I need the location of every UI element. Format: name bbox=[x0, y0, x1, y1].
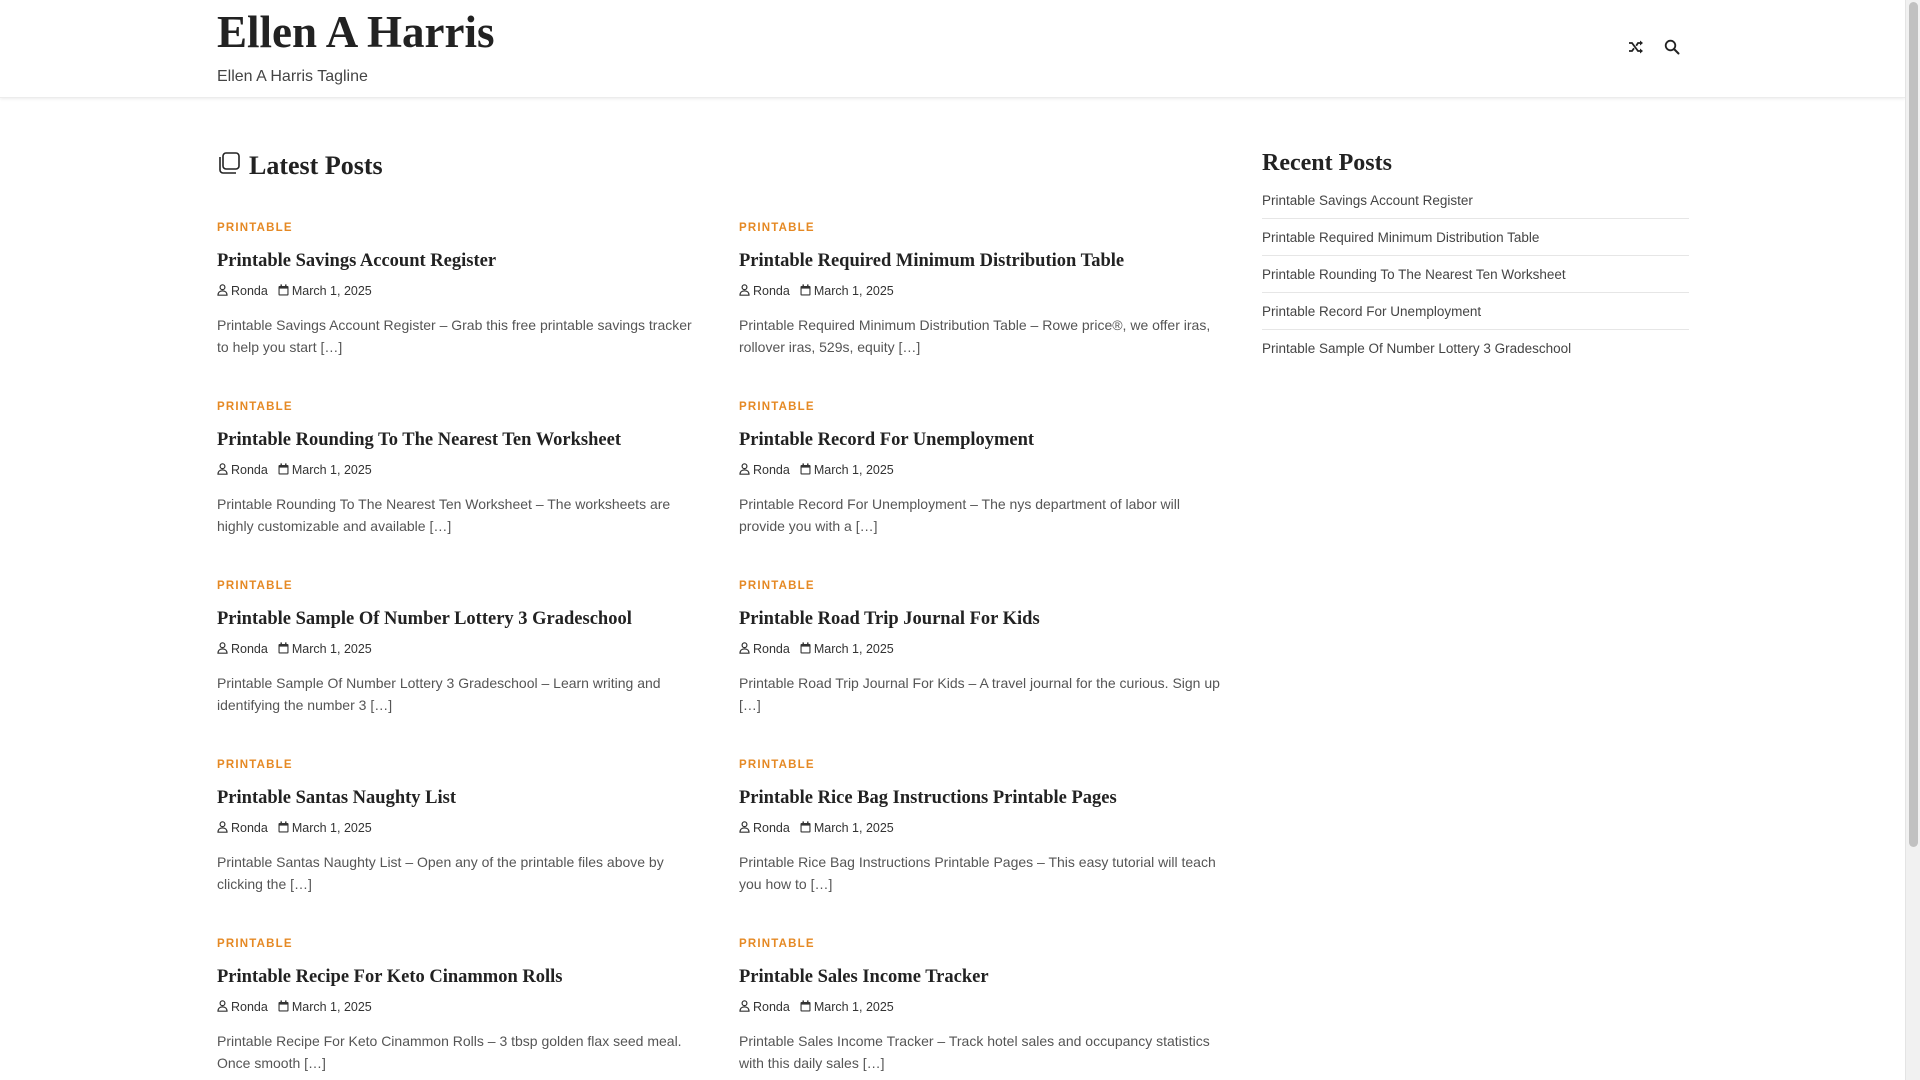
sidebar-title: Recent Posts bbox=[1262, 150, 1392, 176]
post-date[interactable] bbox=[278, 642, 372, 657]
post-author-name[interactable]: Ronda bbox=[753, 284, 790, 299]
post-date-text[interactable]: March 1, 2025 bbox=[813, 821, 894, 836]
recent-post-link[interactable]: Printable Savings Account Register bbox=[1262, 182, 1689, 219]
post-date[interactable] bbox=[800, 821, 894, 836]
post-author[interactable] bbox=[217, 463, 268, 478]
section-title-text: Latest Posts bbox=[249, 151, 383, 180]
calendar-icon bbox=[800, 284, 811, 299]
recent-posts-list bbox=[1262, 182, 1689, 367]
post-meta bbox=[217, 462, 707, 478]
search-icon[interactable] bbox=[1661, 36, 1683, 58]
post-meta bbox=[739, 641, 1229, 657]
post-date[interactable] bbox=[800, 463, 894, 478]
site-header bbox=[0, 0, 1905, 98]
post-card bbox=[739, 222, 1229, 401]
user-icon bbox=[739, 284, 750, 299]
header-icons bbox=[1625, 36, 1683, 58]
post-author-name[interactable]: Ronda bbox=[231, 1000, 268, 1015]
calendar-icon bbox=[800, 821, 811, 836]
post-excerpt: Printable Sample Of Number Lottery 3 Gradeschool – Learn writing and identifying the number 3 […] bbox=[217, 675, 661, 713]
user-icon bbox=[217, 463, 228, 478]
post-meta bbox=[739, 283, 1229, 299]
calendar-icon bbox=[278, 821, 289, 836]
calendar-icon bbox=[800, 642, 811, 657]
calendar-icon bbox=[278, 642, 289, 657]
user-icon bbox=[217, 642, 228, 657]
post-title-link[interactable]: Printable Record For Unemployment bbox=[739, 430, 1035, 450]
post-excerpt: Printable Road Trip Journal For Kids – A travel journal for the curious. Sign up […] bbox=[739, 675, 1220, 713]
post-category-link[interactable]: PRINTABLE bbox=[217, 401, 293, 413]
post-author-name[interactable]: Ronda bbox=[231, 821, 268, 836]
post-author[interactable] bbox=[739, 1000, 790, 1015]
post-date-text[interactable]: March 1, 2025 bbox=[291, 642, 372, 657]
post-title-link[interactable]: Printable Savings Account Register bbox=[217, 251, 497, 271]
post-author-name[interactable]: Ronda bbox=[753, 821, 790, 836]
post-date[interactable] bbox=[278, 463, 372, 478]
post-author[interactable] bbox=[217, 821, 268, 836]
post-title-link[interactable]: Printable Sales Income Tracker bbox=[739, 967, 989, 987]
recent-post-link[interactable]: Printable Record For Unemployment bbox=[1262, 293, 1689, 330]
post-author[interactable] bbox=[739, 642, 790, 657]
post-meta bbox=[739, 820, 1229, 836]
post-excerpt: Printable Recipe For Keto Cinammon Rolls – 3 tbsp golden flax seed meal. Once smooth […] bbox=[217, 1033, 682, 1071]
post-category-link[interactable]: PRINTABLE bbox=[217, 938, 293, 950]
post-author-name[interactable]: Ronda bbox=[753, 463, 790, 478]
user-icon bbox=[739, 1000, 750, 1015]
post-date[interactable] bbox=[800, 1000, 894, 1015]
post-date-text[interactable]: March 1, 2025 bbox=[813, 463, 894, 478]
post-card bbox=[739, 938, 1229, 1080]
post-category-link[interactable]: PRINTABLE bbox=[739, 580, 815, 592]
shuffle-icon[interactable] bbox=[1625, 36, 1647, 58]
post-excerpt: Printable Santas Naughty List – Open any of the printable files above by clicking the […] bbox=[217, 854, 664, 892]
calendar-icon bbox=[800, 1000, 811, 1015]
post-title-link[interactable]: Printable Sample Of Number Lottery 3 Gradeschool bbox=[217, 609, 632, 629]
post-date-text[interactable]: March 1, 2025 bbox=[291, 284, 372, 299]
post-excerpt: Printable Required Minimum Distribution Table – Rowe price®, we offer iras, rollover iras, 529s, equity […] bbox=[739, 317, 1211, 355]
post-excerpt: Printable Rounding To The Nearest Ten Worksheet – The worksheets are highly customizable and available […] bbox=[217, 496, 671, 534]
post-author-name[interactable]: Ronda bbox=[231, 642, 268, 657]
post-card bbox=[217, 401, 707, 580]
post-author-name[interactable]: Ronda bbox=[753, 642, 790, 657]
section-title bbox=[217, 148, 1232, 184]
user-icon bbox=[739, 821, 750, 836]
post-excerpt: Printable Savings Account Register – Grab this free printable savings tracker to help you start […] bbox=[217, 317, 692, 355]
site-title[interactable]: Ellen A Harris bbox=[217, 7, 495, 57]
post-date-text[interactable]: March 1, 2025 bbox=[291, 821, 372, 836]
post-title-link[interactable]: Printable Required Minimum Distribution Table bbox=[739, 251, 1125, 271]
recent-post-link[interactable]: Printable Required Minimum Distribution Table bbox=[1262, 219, 1689, 256]
scrollbar[interactable] bbox=[1905, 0, 1920, 1080]
post-title-link[interactable]: Printable Recipe For Keto Cinammon Rolls bbox=[217, 967, 563, 987]
post-title-link[interactable]: Printable Road Trip Journal For Kids bbox=[739, 609, 1040, 629]
post-card bbox=[739, 580, 1229, 759]
post-category-link[interactable]: PRINTABLE bbox=[217, 759, 293, 771]
user-icon bbox=[217, 821, 228, 836]
post-excerpt: Printable Sales Income Tracker – Track hotel sales and occupancy statistics with this daily sales […] bbox=[739, 1033, 1210, 1071]
post-author-name[interactable]: Ronda bbox=[231, 284, 268, 299]
post-meta bbox=[217, 283, 707, 299]
user-icon bbox=[739, 463, 750, 478]
post-title-link[interactable]: Printable Rounding To The Nearest Ten Worksheet bbox=[217, 430, 622, 450]
post-date[interactable] bbox=[278, 284, 372, 299]
post-meta bbox=[217, 820, 707, 836]
post-meta bbox=[739, 999, 1229, 1015]
post-category-link[interactable]: PRINTABLE bbox=[739, 938, 815, 950]
post-card bbox=[739, 759, 1229, 938]
post-date-text[interactable]: March 1, 2025 bbox=[813, 284, 894, 299]
post-author-name[interactable]: Ronda bbox=[231, 463, 268, 478]
post-excerpt: Printable Record For Unemployment – The nys department of labor will provide you with a […] bbox=[739, 496, 1180, 534]
user-icon bbox=[739, 642, 750, 657]
post-author[interactable] bbox=[739, 284, 790, 299]
post-date[interactable] bbox=[278, 821, 372, 836]
user-icon bbox=[217, 1000, 228, 1015]
post-title-link[interactable]: Printable Santas Naughty List bbox=[217, 788, 456, 808]
recent-post-link[interactable]: Printable Rounding To The Nearest Ten Worksheet bbox=[1262, 256, 1689, 293]
post-author[interactable] bbox=[217, 642, 268, 657]
post-card bbox=[217, 938, 707, 1080]
post-date-text[interactable]: March 1, 2025 bbox=[813, 642, 894, 657]
post-excerpt: Printable Rice Bag Instructions Printable Pages – This easy tutorial will teach you how to […] bbox=[739, 854, 1216, 892]
calendar-icon bbox=[278, 284, 289, 299]
post-meta bbox=[217, 999, 707, 1015]
recent-post-link[interactable]: Printable Sample Of Number Lottery 3 Gradeschool bbox=[1262, 341, 1572, 356]
post-card bbox=[739, 401, 1229, 580]
post-date[interactable] bbox=[278, 1000, 372, 1015]
calendar-icon bbox=[278, 1000, 289, 1015]
post-card bbox=[217, 580, 707, 759]
post-author[interactable] bbox=[739, 821, 790, 836]
post-category-link[interactable]: PRINTABLE bbox=[217, 580, 293, 592]
post-date-text[interactable]: March 1, 2025 bbox=[291, 463, 372, 478]
post-category-link[interactable]: PRINTABLE bbox=[217, 222, 293, 234]
post-author[interactable] bbox=[739, 463, 790, 478]
main-content bbox=[217, 148, 1232, 1071]
post-date-text[interactable]: March 1, 2025 bbox=[813, 1000, 894, 1015]
calendar-icon bbox=[800, 463, 811, 478]
post-category-link[interactable]: PRINTABLE bbox=[739, 401, 815, 413]
post-category-link[interactable]: PRINTABLE bbox=[739, 222, 815, 234]
scrollbar-thumb[interactable] bbox=[1909, 2, 1918, 847]
post-author[interactable] bbox=[217, 284, 268, 299]
post-card bbox=[217, 222, 707, 401]
post-meta bbox=[217, 641, 707, 657]
post-meta bbox=[739, 462, 1229, 478]
post-date-text[interactable]: March 1, 2025 bbox=[291, 1000, 372, 1015]
post-author[interactable] bbox=[217, 1000, 268, 1015]
post-author-name[interactable]: Ronda bbox=[753, 1000, 790, 1015]
posts-grid bbox=[217, 222, 1232, 1080]
calendar-icon bbox=[278, 463, 289, 478]
user-icon bbox=[217, 284, 228, 299]
post-card bbox=[217, 759, 707, 938]
post-title-link[interactable]: Printable Rice Bag Instructions Printable Pages bbox=[739, 788, 1117, 808]
post-date[interactable] bbox=[800, 284, 894, 299]
branding bbox=[217, 8, 495, 86]
site-tagline: Ellen A Harris Tagline bbox=[217, 67, 368, 85]
post-category-link[interactable]: PRINTABLE bbox=[739, 759, 815, 771]
sidebar bbox=[1262, 148, 1689, 367]
posts-stack-icon bbox=[217, 151, 241, 182]
post-date[interactable] bbox=[800, 642, 894, 657]
